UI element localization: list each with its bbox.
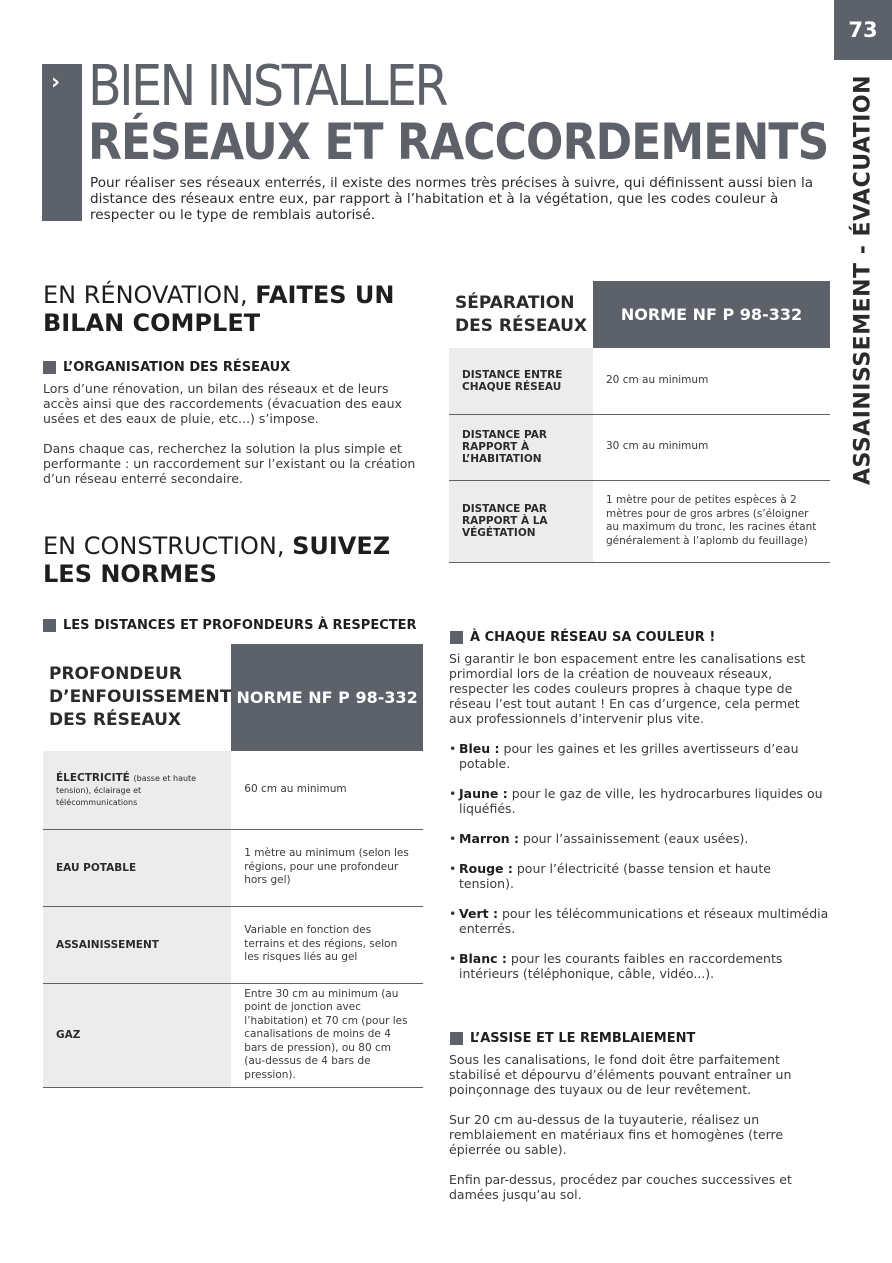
color-desc: pour le gaz de ville, les hydrocarbures liquides ou liquéfiés. <box>459 786 823 816</box>
construction-subhead <box>43 618 417 633</box>
table-row <box>43 829 423 906</box>
depth-row-value: 60 cm au minimum <box>231 751 423 829</box>
separation-row-value: 1 mètre pour de petites espèces à 2 mètres pour de gros arbres (s’éloigner au maximum du tronc, les racines étant généralement à l’aplomb du feuillage) <box>593 480 830 562</box>
list-item <box>449 951 829 981</box>
depth-row-label-text: ÉLECTRICITÉ <box>56 771 130 784</box>
depth-row-value: Variable en fonction des terrains et des régions, selon les risques liés au gel <box>231 906 423 983</box>
renovation-subhead <box>43 360 290 375</box>
depth-table-header <box>43 644 423 751</box>
separation-header-norm: NORME NF P 98-332 <box>593 281 830 348</box>
color-desc: pour les courants faibles en raccordements intérieurs (téléphonique, câble, vidéo...). <box>459 951 783 981</box>
colors-intro-text: Si garantir le bon espacement entre les canalisations est primordial lors de la création de nouveaux réseaux, respecter les codes couleurs propres à chaque type de réseau l’est tout autant ! En cas d’urgence, cela permet aux professionnels d’intervenir plus vite. <box>449 651 806 726</box>
depth-header-label: PROFONDEUR D’ENFOUISSEMENT DES RÉSEAUX <box>43 644 231 751</box>
section-label-text: ASSAINISSEMENT - ÉVACUATION <box>850 74 876 486</box>
list-item <box>449 831 829 846</box>
separation-table-header <box>449 281 830 348</box>
assise-paragraph: Sur 20 cm au-dessus de la tuyauterie, réalisez un remblaiement en matériaux fins et homogènes (terre épierrée ou sable). <box>449 1112 784 1157</box>
square-bullet-icon <box>450 631 463 644</box>
color-desc: pour les gaines et les grilles avertisseurs d’eau potable. <box>459 741 799 771</box>
separation-row-label: DISTANCE PAR RAPPORT À LA VÉGÉTATION <box>449 480 593 562</box>
color-name: Marron : <box>459 831 520 846</box>
page-number: 73 <box>834 0 892 60</box>
table-row <box>449 414 830 480</box>
depth-table <box>43 644 423 1088</box>
colors-subhead-text: À CHAQUE RÉSEAU SA COULEUR ! <box>470 630 716 645</box>
colors-subhead <box>450 630 715 645</box>
chevron-right-icon: › <box>51 70 61 95</box>
separation-row-label: DISTANCE ENTRE CHAQUE RÉSEAU <box>449 348 593 414</box>
renovation-subhead-text: L’ORGANISATION DES RÉSEAUX <box>63 360 291 375</box>
color-desc: pour l’électricité (basse tension et haute tension). <box>459 861 771 891</box>
colors-intro <box>449 651 824 741</box>
construction-title-light: EN CONSTRUCTION, <box>43 532 293 560</box>
assise-body <box>449 1052 809 1217</box>
depth-row-label: GAZ <box>43 983 231 1087</box>
table-row <box>43 751 423 829</box>
table-row <box>449 348 830 414</box>
depth-header-norm: NORME NF P 98-332 <box>231 644 423 751</box>
table-row <box>449 480 830 562</box>
color-name: Jaune : <box>459 786 508 801</box>
renovation-paragraph: Dans chaque cas, recherchez la solution la plus simple et performante : un raccordement sur l’existant ou la création d’un réseau enterré secondaire. <box>43 441 416 486</box>
assise-paragraph: Sous les canalisations, le fond doit être parfaitement stabilisé et dépourvu d’éléments pouvant entraîner un poinçonnage des tuyaux ou de leur revêtement. <box>449 1052 792 1097</box>
depth-row-label <box>43 751 231 829</box>
depth-row-note: (basse et haute tension), éclairage et télécommunications <box>56 773 197 807</box>
depth-row-value: Entre 30 cm au minimum (au point de jonction avec l’habitation) et 70 cm (pour les canalisations de moins de 4 bars de pression), ou 80 cm (au-dessus de 4 bars de pression). <box>231 983 423 1087</box>
separation-row-value: 30 cm au minimum <box>593 414 830 480</box>
square-bullet-icon <box>43 361 56 374</box>
renovation-title-bold: FAITES UN BILAN COMPLET <box>43 281 395 337</box>
color-code-list <box>449 741 829 996</box>
depth-row-label: EAU POTABLE <box>43 829 231 906</box>
assise-paragraph: Enfin par-dessus, procédez par couches successives et damées jusqu’au sol. <box>449 1172 792 1202</box>
color-name: Blanc : <box>459 951 507 966</box>
renovation-paragraph: Lors d’une rénovation, un bilan des réseaux et de leurs accès ainsi que des raccordements (évacuation des eaux usées et des eaux de pluie, etc...) s’impose. <box>43 381 402 426</box>
renovation-title <box>43 281 423 337</box>
separation-header-label: SÉPARATION DES RÉSEAUX <box>449 281 593 348</box>
construction-title <box>43 532 423 588</box>
header-intro: Pour réaliser ses réseaux enterrés, il existe des normes très précises à suivre, qui définissent aussi bien la distance des réseaux entre eux, par rapport à l’habitation et à la végétation, que les codes couleur à respecter ou le type de remblais autorisé. <box>90 175 814 223</box>
color-desc: pour l’assainissement (eaux usées). <box>519 831 749 846</box>
section-label-vertical <box>840 70 886 490</box>
list-item <box>449 906 829 936</box>
construction-subhead-text: LES DISTANCES ET PROFONDEURS À RESPECTER <box>63 618 417 633</box>
color-desc: pour les télécommunications et réseaux multimédia enterrés. <box>459 906 829 936</box>
renovation-title-light: EN RÉNOVATION, <box>43 281 256 309</box>
color-name: Vert : <box>459 906 498 921</box>
assise-subhead-text: L’ASSISE ET LE REMBLAIEMENT <box>470 1031 696 1046</box>
square-bullet-icon <box>43 619 56 632</box>
page-title-line1: BIEN INSTALLER <box>88 54 447 119</box>
renovation-body <box>43 381 423 501</box>
depth-row-label: ASSAINISSEMENT <box>43 906 231 983</box>
header-accent-bar <box>42 64 82 221</box>
assise-subhead <box>450 1031 695 1046</box>
color-name: Bleu : <box>459 741 500 756</box>
depth-row-value: 1 mètre au minimum (selon les régions, pour une profondeur hors gel) <box>231 829 423 906</box>
separation-row-label: DISTANCE PAR RAPPORT À L’HABITATION <box>449 414 593 480</box>
separation-table <box>449 281 830 563</box>
table-row <box>43 983 423 1087</box>
construction-title-bold: SUIVEZ LES NORMES <box>43 532 391 588</box>
page-title-line2: RÉSEAUX ET RACCORDEMENTS <box>88 113 829 171</box>
list-item <box>449 786 829 816</box>
color-name: Rouge : <box>459 861 513 876</box>
list-item <box>449 741 829 771</box>
list-item <box>449 861 829 891</box>
square-bullet-icon <box>450 1032 463 1045</box>
separation-row-value: 20 cm au minimum <box>593 348 830 414</box>
table-row <box>43 906 423 983</box>
